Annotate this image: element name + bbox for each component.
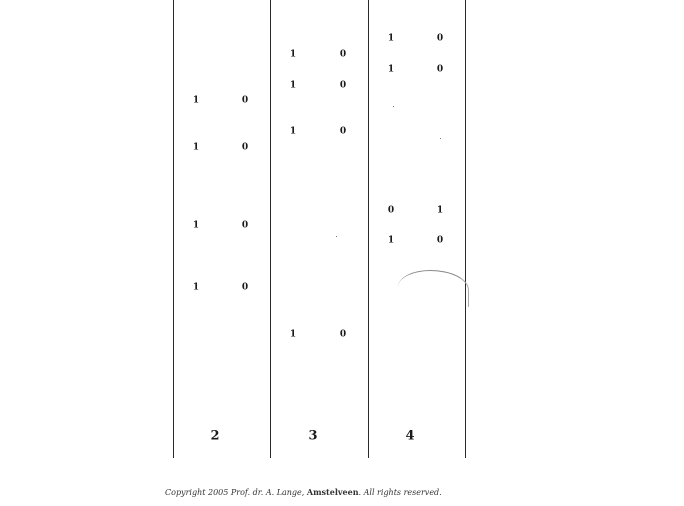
scan-arc-artifact [398, 270, 469, 307]
copyright-footer [165, 487, 442, 497]
cell-right: 0 [339, 80, 347, 91]
copyright-suffix: . All rights reserved. [358, 488, 442, 497]
cell-right: 0 [436, 235, 444, 246]
column-divider [173, 0, 174, 458]
cell-left: 1 [289, 126, 297, 137]
cell-left: 1 [192, 95, 200, 106]
cell-left: 0 [387, 205, 395, 216]
cell-right: 0 [241, 142, 249, 153]
cell-left: 1 [192, 282, 200, 293]
cell-right: 0 [436, 33, 444, 44]
copyright-prefix: Copyright 2005 Prof. dr. A. Lange, [165, 488, 307, 497]
scan-speck [336, 236, 337, 237]
cell-left: 1 [387, 235, 395, 246]
column-label: 2 [210, 428, 220, 444]
cell-right: 0 [241, 282, 249, 293]
cell-left: 1 [192, 142, 200, 153]
cell-right: 0 [241, 220, 249, 231]
scan-speck [393, 106, 394, 107]
scan-speck [440, 138, 441, 139]
cell-left: 1 [289, 329, 297, 340]
cell-right: 0 [339, 49, 347, 60]
column-divider [368, 0, 369, 458]
copyright-place: Amstelveen [306, 487, 359, 497]
column-label: 4 [405, 428, 415, 444]
column-divider [465, 0, 466, 458]
cell-left: 1 [289, 49, 297, 60]
cell-right: 0 [241, 95, 249, 106]
cell-left: 1 [387, 33, 395, 44]
cell-left: 1 [192, 220, 200, 231]
cell-right: 0 [436, 64, 444, 75]
column-label: 3 [308, 428, 318, 444]
column-divider [270, 0, 271, 458]
cell-left: 1 [289, 80, 297, 91]
cell-left: 1 [387, 64, 395, 75]
cell-right: 0 [339, 126, 347, 137]
cell-right: 1 [436, 205, 444, 216]
cell-right: 0 [339, 329, 347, 340]
